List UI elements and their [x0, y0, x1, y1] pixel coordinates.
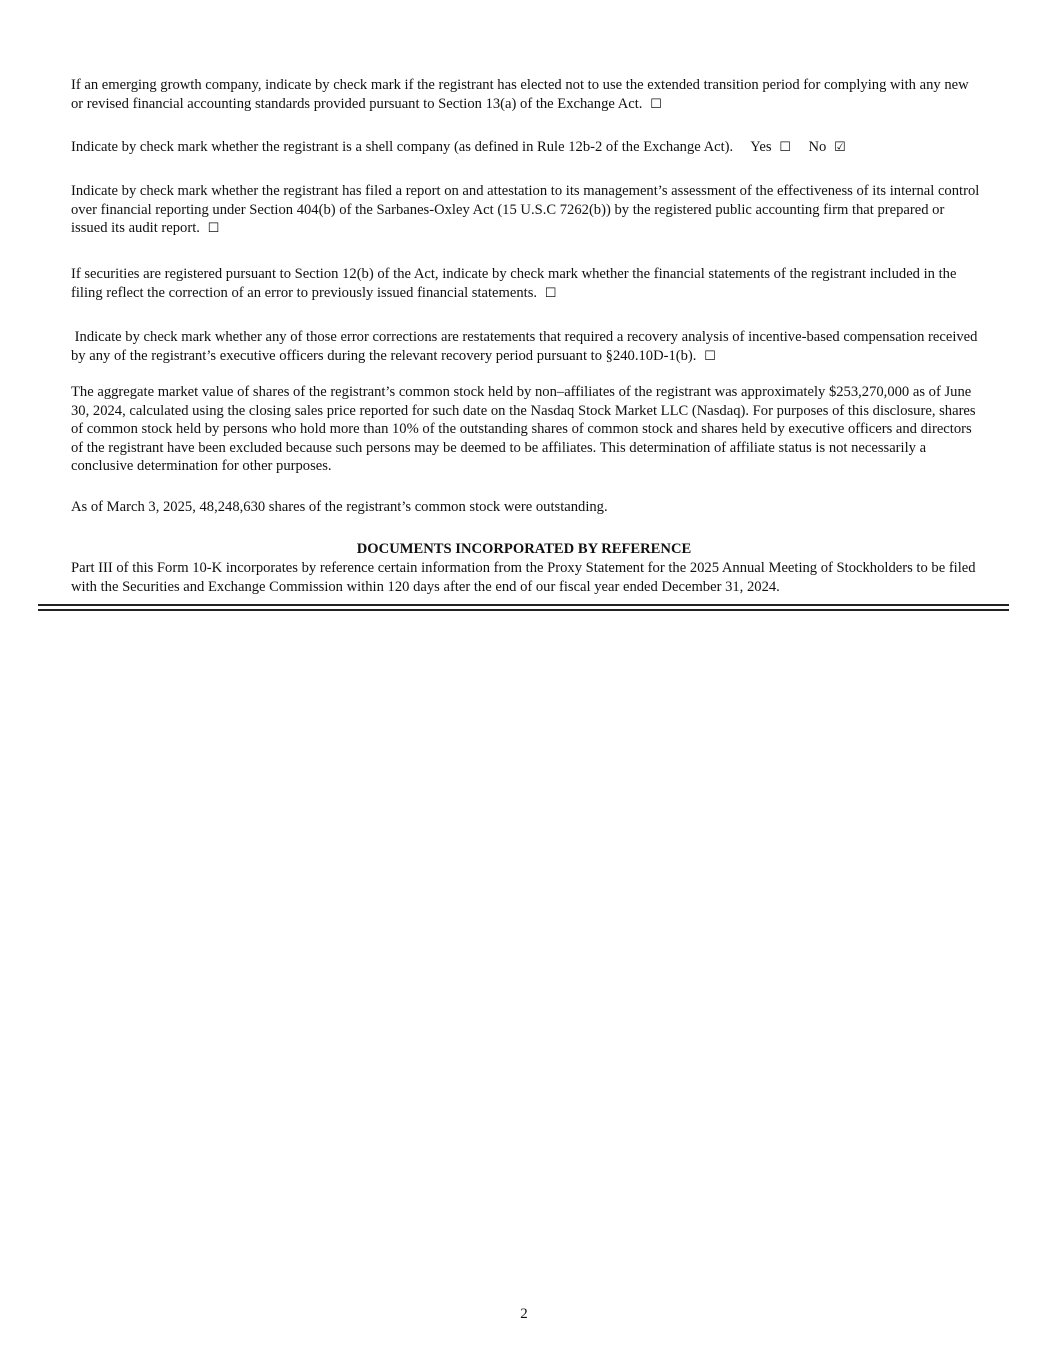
page-number: 2 [520, 1306, 528, 1322]
shell-company-no-label: No [808, 139, 827, 155]
double-rule-top [38, 604, 1009, 606]
error-correction-paragraph [71, 265, 981, 303]
shell-company-text: Indicate by check mark whether the registrant is a shell company (as defined in Rule 12b-2 of the Exchange Act). [71, 139, 734, 155]
shares-outstanding-paragraph: As of March 3, 2025, 48,248,630 shares of the registrant’s common stock were outstanding. [71, 499, 608, 515]
restatements-text: Indicate by check mark whether any of those error corrections are restatements that required a recovery analysis of incentive-based compensation received by any of the registrant’s executive officers during the relevant recovery period pursuant to §240.10D-1(b). [71, 329, 982, 364]
emerging-growth-checkbox[interactable]: ☐ [650, 96, 662, 112]
emerging-growth-text: If an emerging growth company, indicate by check mark if the registrant has elected not to use the extended transition period for complying with any new or revised financial accounting standards provided pursuant to Section 13(a) of the Exchange Act. [71, 77, 969, 112]
shell-company-yes-label: Yes [750, 139, 772, 155]
documents-incorporated-paragraph: Part III of this Form 10-K incorporates by reference certain information from the Proxy Statement for the 2025 Annual Meeting of Stockholders to be filed with the Securities and Exchange Commission within 120 days after the end of our fiscal year ended December 31, 2024. [71, 560, 976, 595]
shell-company-yes-checkbox[interactable]: ☐ [779, 140, 791, 155]
internal-control-checkbox[interactable]: ☐ [207, 221, 220, 236]
error-correction-text: If securities are registered pursuant to Section 12(b) of the Act, indicate by check mark whether the financial statements of the registrant included in the filing reflect the correction of an error to previously issued financial statements. [71, 266, 957, 301]
restatements-paragraph [71, 328, 981, 366]
shell-company-paragraph [71, 138, 981, 158]
restatements-checkbox[interactable]: ☐ [704, 348, 716, 364]
documents-incorporated-heading: DOCUMENTS INCORPORATED BY REFERENCE [356, 541, 692, 557]
shell-company-no-checkbox[interactable]: ☑ [834, 140, 846, 155]
double-rule-bottom [38, 609, 1009, 611]
internal-control-text: Indicate by check mark whether the registrant has filed a report on and attestation to its management’s assessment of the effectiveness of its internal control over financial reporting under Section 404(b) of the Sarbanes-Oxley Act (15 U.S.C 7262(b)) by the registered public accounting firm that prepared or issued its audit report. [71, 183, 980, 236]
market-value-paragraph: The aggregate market value of shares of the registrant’s common stock held by non–affiliates of the registrant was approximately $253,270,000 as of June 30, 2024, calculated using the closing sales price reported for such date on the Nasdaq Stock Market LLC (Nasdaq). For purposes of this disclosure, shares of common stock held by persons who hold more than 10% of the outstanding shares of common stock and shares held by executive officers and directors of the registrant have been excluded because such persons may be deemed to be affiliates. This determination of affiliate status is not necessarily a conclusive determination for other purposes. [71, 384, 976, 474]
internal-control-paragraph [71, 182, 981, 239]
error-correction-checkbox[interactable]: ☐ [544, 285, 557, 301]
emerging-growth-paragraph [71, 76, 981, 114]
